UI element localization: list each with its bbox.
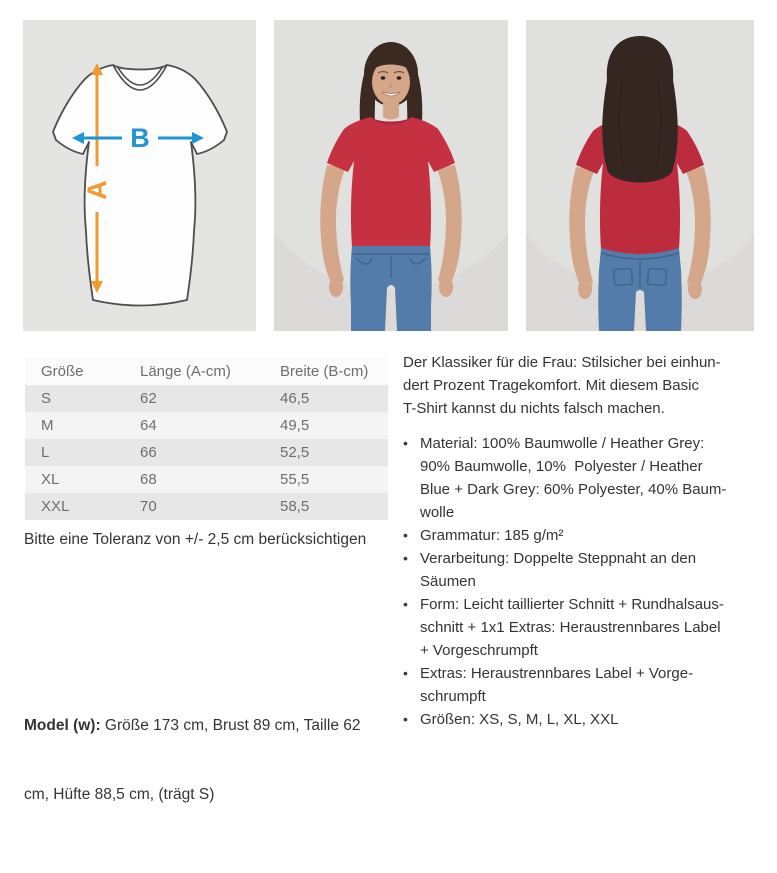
model-front-illustration xyxy=(274,20,508,331)
cell-length: 62 xyxy=(140,390,157,407)
bullet-line: Größen: XS, S, M, L, XL, XXL xyxy=(420,711,619,728)
bullet-line: Grammatur: 185 g/m² xyxy=(420,527,564,544)
bullet-icon: • xyxy=(403,527,408,543)
cell-size: M xyxy=(41,417,54,434)
bullet-text xyxy=(420,524,563,547)
bullet-line: Material: 100% Baumwolle / Heather Grey: xyxy=(420,435,705,452)
cell-size: L xyxy=(41,444,50,461)
model-back-photo xyxy=(526,20,754,331)
cell-length: 66 xyxy=(140,444,157,461)
model-measurements xyxy=(24,668,361,852)
bullet-icon: • xyxy=(403,665,408,681)
intro-line: T-Shirt kannst du nichts falsch machen. xyxy=(403,400,665,417)
cell-size: XXL xyxy=(41,498,70,515)
bullet-line: Extras: Heraustrennbares Label + Vorge- xyxy=(420,665,694,682)
bullet-line: wolle xyxy=(420,504,455,521)
model-label: Model (w): xyxy=(24,717,101,734)
model-line-1 xyxy=(24,714,361,737)
bullet-text xyxy=(420,593,724,662)
cell-size: XL xyxy=(41,471,60,488)
cell-length: 68 xyxy=(140,471,157,488)
cell-width: 49,5 xyxy=(280,417,310,434)
description-intro xyxy=(403,351,765,420)
bullet-item-groessen xyxy=(403,708,765,731)
model-front-photo xyxy=(274,20,508,331)
table-header-row xyxy=(25,358,388,385)
bullet-icon: • xyxy=(403,596,408,612)
cell-width: 52,5 xyxy=(280,444,310,461)
measure-b-label: B xyxy=(130,123,150,153)
bullet-line: schrumpft xyxy=(420,688,486,705)
bullet-icon: • xyxy=(403,435,408,451)
cell-width: 55,5 xyxy=(280,471,310,488)
product-description xyxy=(403,351,765,731)
table-row xyxy=(25,439,388,466)
bullet-item-verarbeitung xyxy=(403,547,765,593)
bullet-line: 90% Baumwolle, 10% Polyester / Heather xyxy=(420,458,703,475)
cell-length: 70 xyxy=(140,498,157,515)
header-size: Größe xyxy=(41,363,84,380)
table-row xyxy=(25,493,388,520)
model-back-illustration xyxy=(526,20,754,331)
bullet-line: Verarbeitung: Doppelte Steppnaht an den xyxy=(420,550,697,567)
bullet-line: Säumen xyxy=(420,573,476,590)
table-row xyxy=(25,385,388,412)
cell-width: 46,5 xyxy=(280,390,310,407)
bullet-item-grammatur xyxy=(403,524,765,547)
bullet-text xyxy=(420,432,726,524)
bullet-line: schnitt + 1x1 Extras: Heraustrennbares Label xyxy=(420,619,721,636)
cell-size: S xyxy=(41,390,52,407)
intro-line: dert Prozent Tragekomfort. Mit diesem Basic xyxy=(403,377,699,394)
hair xyxy=(602,36,678,183)
measure-a-label: A xyxy=(82,180,112,200)
bullet-text xyxy=(420,708,618,731)
header-width: Breite (B-cm) xyxy=(280,363,369,380)
bullet-text xyxy=(420,547,696,593)
bullet-text xyxy=(420,662,693,708)
cell-length: 64 xyxy=(140,417,157,434)
bullet-line: Blue + Dark Grey: 60% Polyester, 40% Baum- xyxy=(420,481,727,498)
size-diagram-panel xyxy=(23,20,256,331)
bullet-item-form xyxy=(403,593,765,662)
tolerance-note: Bitte eine Toleranz von +/- 2,5 cm berücksichtigen xyxy=(24,531,367,548)
bullet-icon: • xyxy=(403,550,408,566)
bullet-line: + Vorgeschrumpft xyxy=(420,642,538,659)
bullet-line: Form: Leicht taillierter Schnitt + Rundhalsaus- xyxy=(420,596,724,613)
table-row xyxy=(25,466,388,493)
bullet-item-material xyxy=(403,432,765,524)
bullet-icon: • xyxy=(403,711,408,727)
size-table xyxy=(25,358,388,520)
size-diagram xyxy=(23,20,256,331)
model-line-1-text: Größe 173 cm, Brust 89 cm, Taille 62 xyxy=(100,717,361,734)
intro-line: Der Klassiker für die Frau: Stilsicher bei einhun- xyxy=(403,354,721,371)
table-row xyxy=(25,412,388,439)
header-length: Länge (A-cm) xyxy=(140,363,231,380)
bullet-item-extras xyxy=(403,662,765,708)
model-line-2: cm, Hüfte 88,5 cm, (trägt S) xyxy=(24,786,215,803)
cell-width: 58,5 xyxy=(280,498,310,515)
